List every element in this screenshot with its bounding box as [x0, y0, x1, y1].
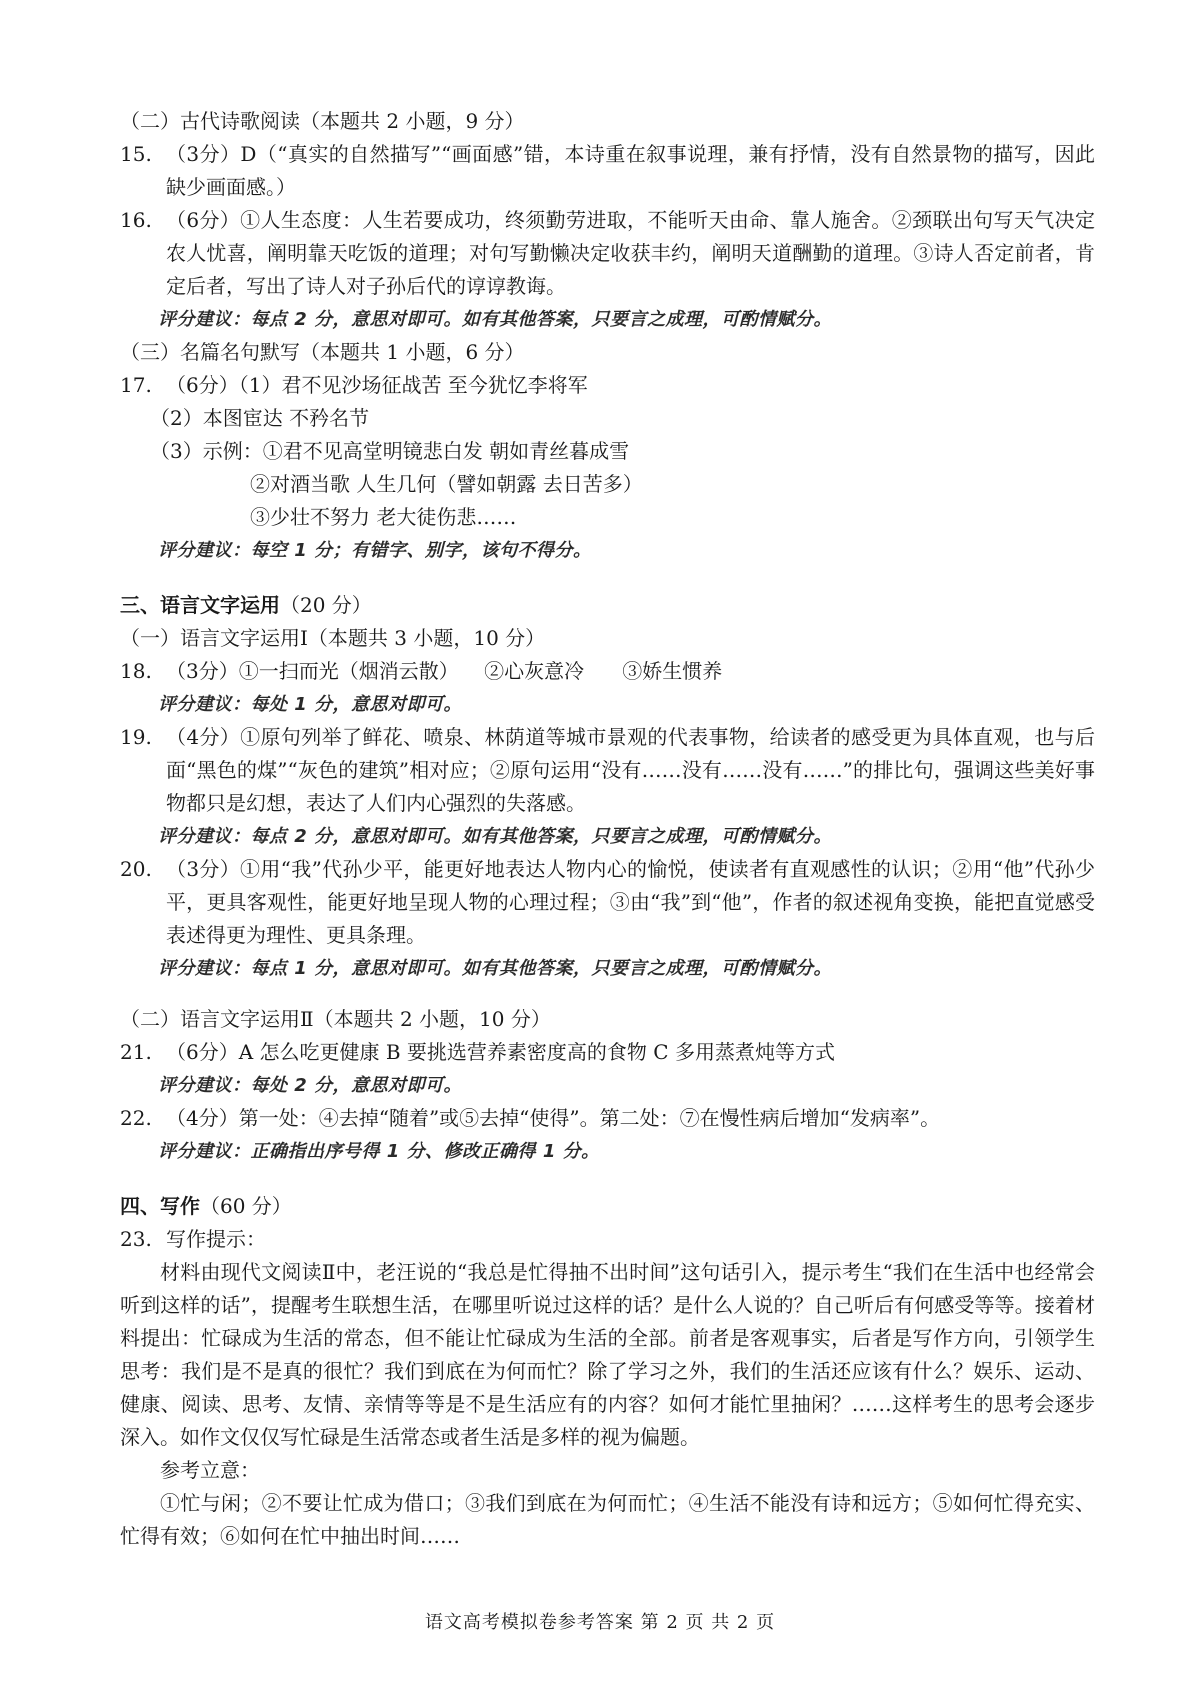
- subsection-heading-language-use-2: （二）语言文字运用Ⅱ（本题共 2 小题，10 分）: [120, 1007, 551, 1031]
- question-number: 19.: [120, 725, 152, 749]
- answer-text: （6分）A 怎么吃更健康 B 要挑选营养素密度高的食物 C 多用蒸煮炖等方式: [166, 1040, 835, 1064]
- reference-theme-label: 参考立意：: [160, 1458, 260, 1482]
- question-number: 22.: [120, 1106, 152, 1130]
- grading-note: 评分建议：每点 2 分，意思对即可。如有其他答案，只要言之成理，可酌情赋分。: [158, 309, 833, 330]
- grading-note: 评分建议：每点 1 分，意思对即可。如有其他答案，只要言之成理，可酌情赋分。: [158, 958, 833, 979]
- document-content: [120, 105, 1095, 1553]
- reference-theme-list: ①忙与闲；②不要让忙成为借口；③我们到底在为何而忙；④生活不能没有诗和远方；⑤如何忙得充实、忙得有效；⑥如何在忙中抽出时间……: [120, 1491, 1095, 1548]
- answer-line: （2）本图宦达 不矜名节: [150, 406, 370, 430]
- question-19: [120, 721, 1095, 820]
- answer-line: （3）示例：①君不见高堂明镜悲白发 朝如青丝暮成雪: [150, 439, 630, 463]
- answer-text: （3分）D（“真实的自然描写”“画面感”错，本诗重在叙事说理，兼有抒情，没有自然景物的描写，因此缺少画面感。）: [166, 142, 1095, 199]
- question-15: [120, 138, 1095, 204]
- question-16: [120, 204, 1095, 303]
- answer-text: （6分）（1）君不见沙场征战苦 至今犹忆李将军: [166, 373, 588, 397]
- question-17: [120, 369, 1095, 402]
- question-number: 17.: [120, 373, 152, 397]
- answer-line: ③少壮不努力 老大徒伤悲……: [250, 505, 517, 529]
- subsection-heading-recitation: （三）名篇名句默写（本题共 1 小题，6 分）: [120, 340, 525, 364]
- answer-text: （3分）①用“我”代孙少平，能更好地表达人物内心的愉悦，使读者有直观感性的认识；②用“他”代孙少平，更具客观性，能更好地呈现人物的心理过程；③由“我”到“他”，作者的叙述视角变换，能把直觉感受表述得更为理性、更具条理。: [166, 857, 1095, 947]
- question-number: 15.: [120, 142, 152, 166]
- question-number: 21.: [120, 1040, 152, 1064]
- section-heading-writing: 四、写作（60 分）: [120, 1194, 292, 1218]
- writing-prompt-paragraph: 材料由现代文阅读Ⅱ中，老汪说的“我总是忙得抽不出时间”这句话引入，提示考生“我们在生活中也经常会听到这样的话”，提醒考生联想生活，在哪里听说过这样的话？是什么人说的？自己听后有何感受等等。接着材料提出：忙碌成为生活的常态，但不能让忙碌成为生活的全部。前者是客观事实，后者是写作方向，引领学生思考：我们是不是真的很忙？我们到底在为何而忙？除了学习之外，我们的生活还应该有什么？娱乐、运动、健康、阅读、思考、友情、亲情等等是不是生活应有的内容？如何才能忙里抽闲？……这样考生的思考会逐步深入。如作文仅仅写忙碌是生活常态或者生活是多样的视为偏题。: [120, 1260, 1095, 1449]
- question-18: [120, 655, 1095, 688]
- answer-text: （4分）①原句列举了鲜花、喷泉、林荫道等城市景观的代表事物，给读者的感受更为具体直观，也与后面“黑色的煤”“灰色的建筑”相对应；②原句运用“没有……没有……没有……”的排比句，强调这些美好事物都只是幻想，表达了人们内心强烈的失落感。: [166, 725, 1095, 815]
- grading-note: 评分建议：每处 1 分，意思对即可。: [158, 694, 463, 715]
- page-footer: 语文高考模拟卷参考答案 第 2 页 共 2 页: [424, 1612, 776, 1633]
- question-22: [120, 1102, 1095, 1135]
- answer-text: （3分）①一扫而光（烟消云散） ②心灰意冷 ③娇生惯养: [166, 659, 723, 683]
- question-number: 18.: [120, 659, 152, 683]
- question-20: [120, 853, 1095, 952]
- question-21: [120, 1036, 1095, 1069]
- subsection-heading-poetry: （二）古代诗歌阅读（本题共 2 小题，9 分）: [120, 109, 525, 133]
- answer-text: （6分）①人生态度：人生若要成功，终须勤劳进取，不能听天由命、靠人施舍。②颈联出句写天气决定农人忧喜，阐明靠天吃饭的道理；对句写勤懒决定收获丰约，阐明天道酬勤的道理。③诗人否定前者，肯定后者，写出了诗人对子孙后代的谆谆教诲。: [166, 208, 1095, 298]
- writing-prompt-label: 写作提示：: [166, 1227, 266, 1251]
- question-number: 16.: [120, 208, 152, 232]
- grading-note: 评分建议：每空 1 分；有错字、别字，该句不得分。: [158, 540, 592, 561]
- section-heading-language-use: 三、语言文字运用（20 分）: [120, 593, 372, 617]
- grading-note: 评分建议：每点 2 分，意思对即可。如有其他答案，只要言之成理，可酌情赋分。: [158, 826, 833, 847]
- answer-line: ②对酒当歌 人生几何（譬如朝露 去日苦多）: [250, 472, 643, 496]
- subsection-heading-language-use-1: （一）语言文字运用Ⅰ（本题共 3 小题，10 分）: [120, 626, 546, 650]
- question-number: 20.: [120, 857, 152, 881]
- question-number: 23.: [120, 1227, 152, 1251]
- grading-note: 评分建议：每处 2 分，意思对即可。: [158, 1075, 463, 1096]
- answer-text: （4分）第一处：④去掉“随着”或⑤去掉“使得”。第二处：⑦在慢性病后增加“发病率”。: [166, 1106, 941, 1130]
- question-23: [120, 1223, 1095, 1256]
- grading-note: 评分建议：正确指出序号得 1 分、修改正确得 1 分。: [158, 1141, 600, 1162]
